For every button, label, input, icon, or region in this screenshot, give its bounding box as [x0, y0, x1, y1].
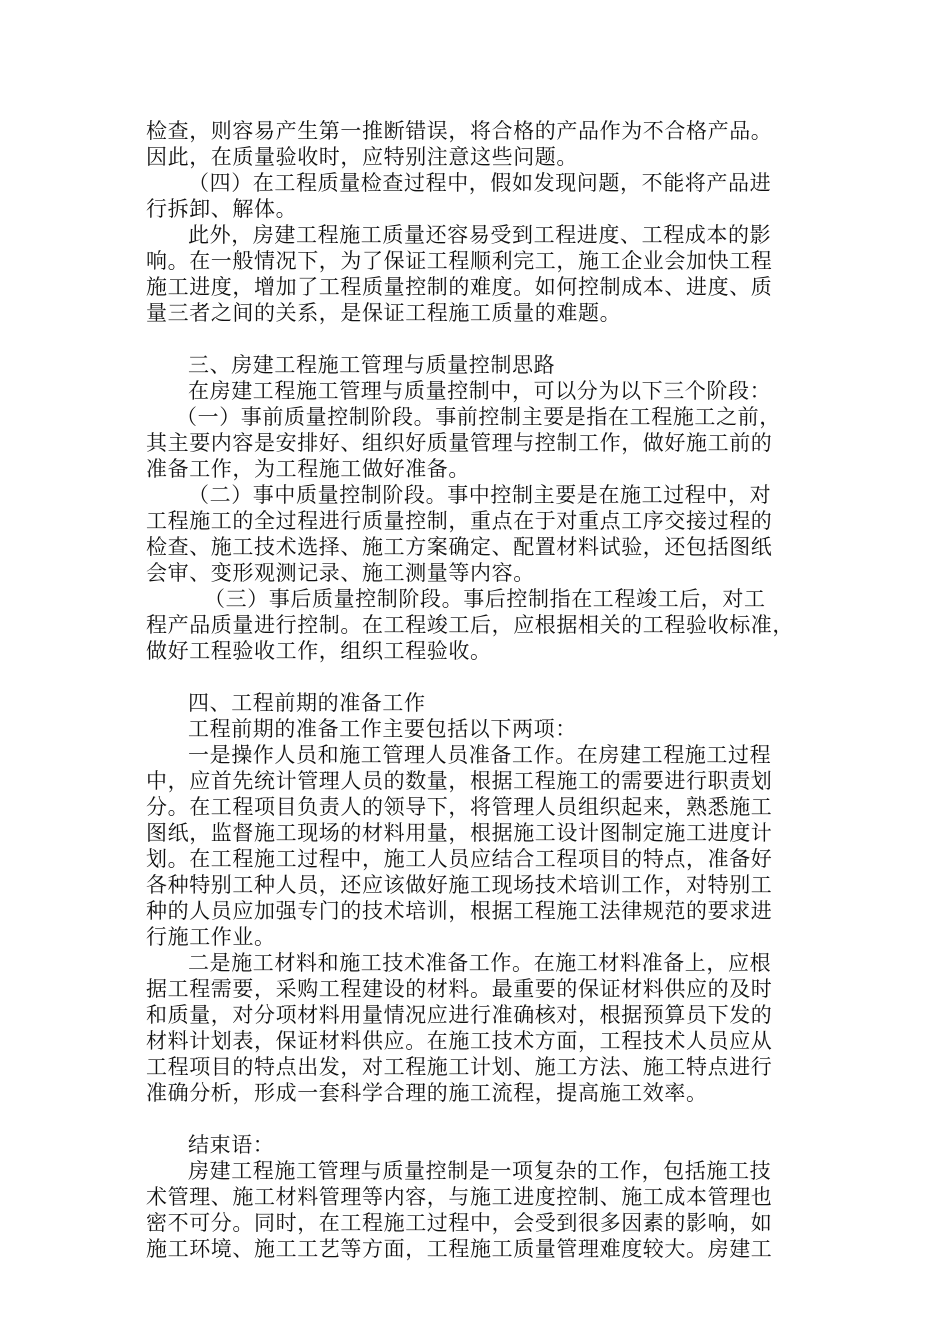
- text-line: 分。在工程项目负责人的领导下，将管理人员组织起来，熟悉施工: [146, 795, 773, 819]
- paragraph-personnel: [146, 742, 800, 950]
- text-line: 一是操作人员和施工管理人员准备工作。在房建工程施工过程: [188, 743, 772, 767]
- section-intro: 工程前期的准备工作主要包括以下两项：: [188, 717, 577, 741]
- section-heading-four: 四、工程前期的准备工作: [188, 691, 426, 715]
- text-line: 各种特别工种人员，还应该做好施工现场技术培训工作，对特别工: [146, 873, 773, 897]
- paragraph-stage-one: [146, 404, 800, 482]
- paragraph-inspection-note: [146, 118, 800, 170]
- text-line: 图纸，监督施工现场的材料用量，根据施工设计图制定施工进度计: [146, 821, 773, 845]
- paragraph-stage-three: [146, 586, 800, 664]
- text-line: 此外，房建工程施工质量还容易受到工程进度、工程成本的影: [188, 223, 772, 247]
- text-line: 响。在一般情况下，为了保证工程顺利完工，施工企业会加快工程: [146, 249, 773, 273]
- text-line: 准备工作，为工程施工做好准备。: [146, 457, 470, 481]
- text-line: 二是施工材料和施工技术准备工作。在施工材料准备上，应根: [188, 951, 772, 975]
- text-line: 材料计划表，保证材料供应。在施工技术方面，工程技术人员应从: [146, 1029, 773, 1053]
- paragraph-item-four: [146, 170, 800, 222]
- text-line: 做好工程验收工作，组织工程验收。: [146, 639, 492, 663]
- text-line: 工程施工的全过程进行质量控制，重点在于对重点工序交接过程的: [146, 509, 773, 533]
- blank-line: [146, 664, 800, 690]
- text-line: 中，应首先统计管理人员的数量，根据工程施工的需要进行职责划: [146, 769, 773, 793]
- text-line: 准确分析，形成一套科学合理的施工流程，提高施工效率。: [146, 1081, 708, 1105]
- text-line: （四）在工程质量检查过程中，假如发现问题，不能将产品进: [188, 171, 772, 195]
- paragraph-materials: [146, 950, 800, 1106]
- section-heading-three: 三、房建工程施工管理与质量控制思路: [188, 353, 556, 377]
- text-line: 施工环境、施工工艺等方面，工程施工质量管理难度较大。房建工: [146, 1237, 773, 1261]
- paragraph-conclusion: [146, 1158, 800, 1262]
- blank-line: [146, 1106, 800, 1132]
- text-line: 其主要内容是安排好、组织好质量管理与控制工作，做好施工前的: [146, 431, 773, 455]
- text-line: 种的人员应加强专门的技术培训，根据工程施工法律规范的要求进: [146, 899, 773, 923]
- text-line: 会审、变形观测记录、施工测量等内容。: [146, 561, 535, 585]
- text-line: 程产品质量进行控制。在工程竣工后，应根据相关的工程验收标准，: [146, 613, 794, 637]
- text-line: 据工程需要，采购工程建设的材料。最重要的保证材料供应的及时: [146, 977, 773, 1001]
- text-line: 检查，则容易产生第一推断错误，将合格的产品作为不合格产品。: [146, 119, 773, 143]
- blank-line: [146, 326, 800, 352]
- conclusion-heading: 结束语：: [188, 1133, 275, 1157]
- text-line: 检查、施工技术选择、施工方案确定、配置材料试验，还包括图纸: [146, 535, 773, 559]
- document-page: [146, 118, 800, 1262]
- text-line: 施工进度，增加了工程质量控制的难度。如何控制成本、进度、质: [146, 275, 773, 299]
- paragraph-additionally: [146, 222, 800, 326]
- text-line: 行施工作业。: [146, 925, 276, 949]
- text-line: （一）事前质量控制阶段。事前控制主要是指在工程施工之前，: [176, 405, 781, 429]
- paragraph-stage-two: [146, 482, 800, 586]
- text-line: 因此，在质量验收时，应特别注意这些问题。: [146, 145, 578, 169]
- text-line: （三）事后质量控制阶段。事后控制指在工程竣工后，对工: [204, 587, 766, 611]
- text-line: 术管理、施工材料管理等内容，与施工进度控制、施工成本管理也: [146, 1185, 773, 1209]
- text-line: 房建工程施工管理与质量控制是一项复杂的工作，包括施工技: [188, 1159, 772, 1183]
- text-line: 量三者之间的关系，是保证工程施工质量的难题。: [146, 301, 622, 325]
- section-intro: 在房建工程施工管理与质量控制中，可以分为以下三个阶段：: [188, 379, 772, 403]
- text-line: 工程项目的特点出发，对工程施工计划、施工方法、施工特点进行: [146, 1055, 773, 1079]
- text-line: 密不可分。同时，在工程施工过程中，会受到很多因素的影响，如: [146, 1211, 773, 1235]
- text-line: 和质量，对分项材料用量情况应进行准确核对，根据预算员下发的: [146, 1003, 773, 1027]
- text-line: 行拆卸、解体。: [146, 197, 298, 221]
- text-line: 划。在工程施工过程中，施工人员应结合工程项目的特点，准备好: [146, 847, 773, 871]
- text-line: （二）事中质量控制阶段。事中控制主要是在施工过程中，对: [188, 483, 772, 507]
